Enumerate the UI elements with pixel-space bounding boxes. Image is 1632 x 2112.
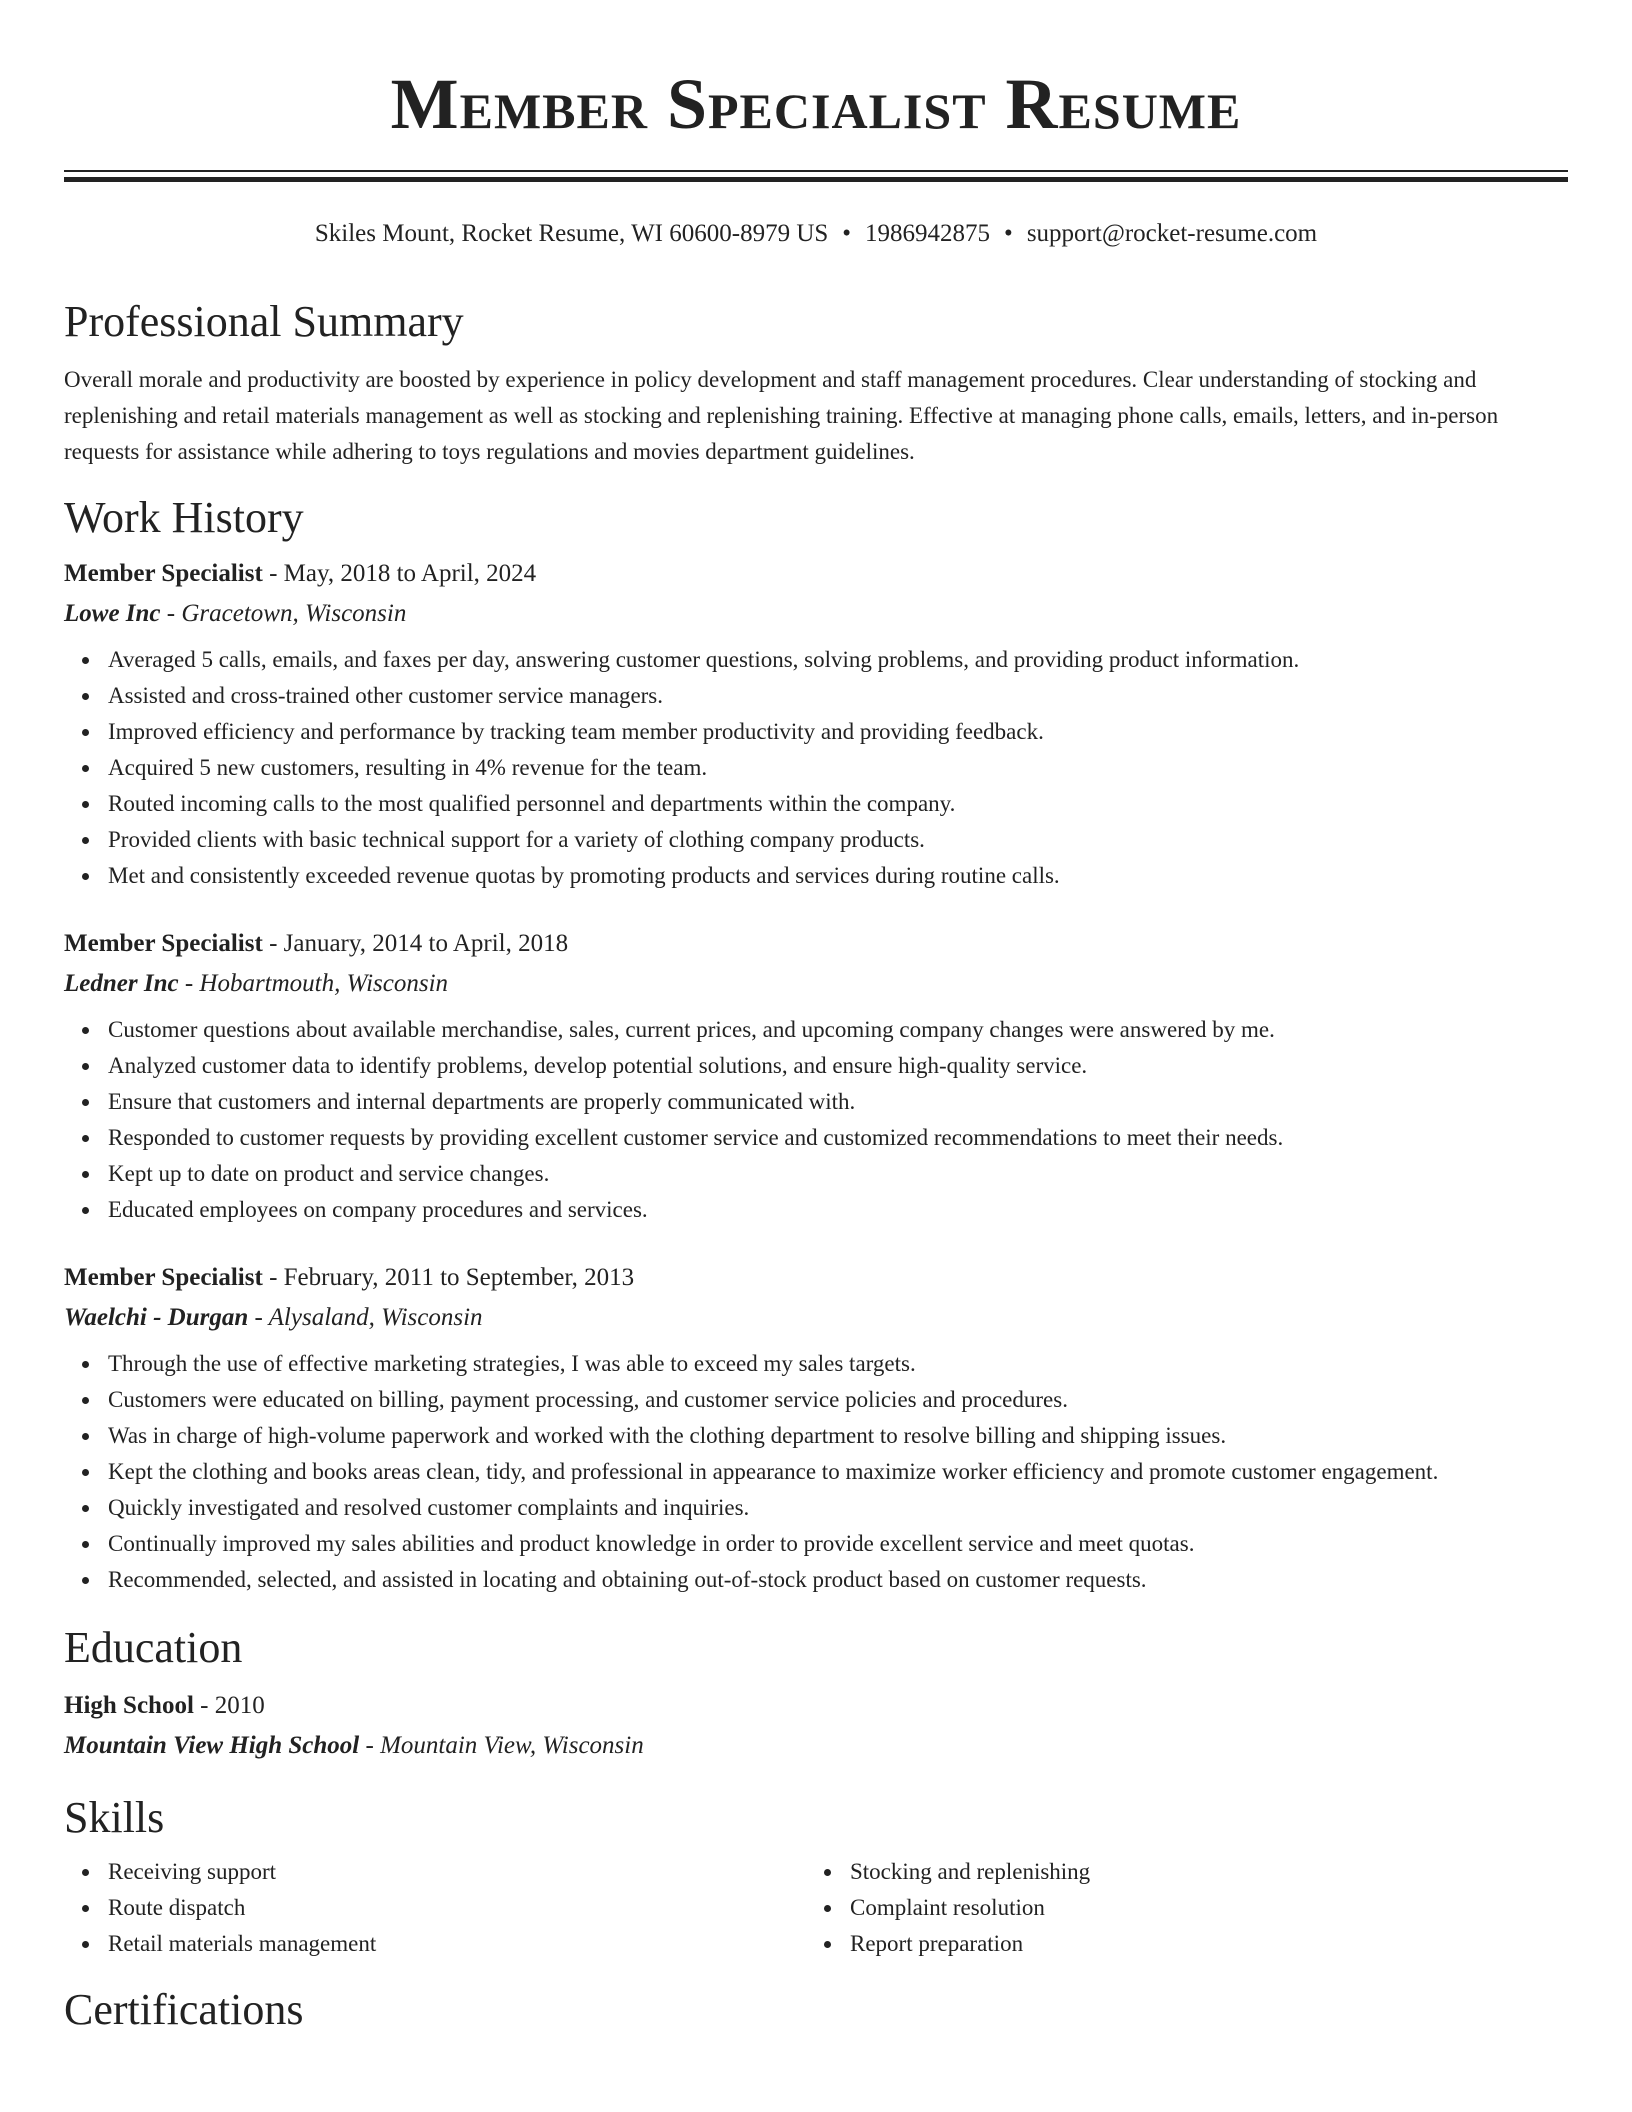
list-item: Kept the clothing and books areas clean, tidy, and professional in appearance to maximize worker efficiency and promote customer engagement. <box>108 1454 1568 1490</box>
job-company-line <box>64 594 1568 634</box>
summary-text: Overall morale and productivity are boosted by experience in policy development and staff management procedures. Clear understanding of stocking and replenishing and retail materials management as well as stocking and replenishing training. Effective at managing phone calls, emails, letters, and in-person requests for assistance while adhering to toys regulations and movies department guidelines. <box>64 367 1499 464</box>
list-item: Retail materials management <box>108 1926 806 1962</box>
skills-heading: Skills <box>64 1793 165 1842</box>
job-bullets <box>64 642 1568 894</box>
list-item: Stocking and replenishing <box>850 1854 1548 1890</box>
list-item: Quickly investigated and resolved customer complaints and inquiries. <box>108 1490 1568 1526</box>
job-company: Waelchi - Durgan <box>64 1304 249 1331</box>
contact-address: Skiles Mount, Rocket Resume, WI 60600-8979 US <box>314 220 829 247</box>
skills-grid <box>64 1854 1568 1962</box>
job-title-line <box>64 924 1568 964</box>
list-item: Receiving support <box>108 1854 806 1890</box>
work-history-heading: Work History <box>64 493 304 542</box>
list-item: Assisted and cross-trained other customer service managers. <box>108 678 1568 714</box>
contact-separator: • <box>842 220 852 247</box>
education-degree-line <box>64 1686 1568 1726</box>
job-bullets <box>64 1012 1568 1228</box>
list-item: Provided clients with basic technical support for a variety of clothing company products. <box>108 822 1568 858</box>
contact-email: support@rocket-resume.com <box>1026 220 1318 247</box>
job-dates: - May, 2018 to April, 2024 <box>262 560 537 587</box>
education-year: - 2010 <box>193 1692 265 1719</box>
list-item: Continually improved my sales abilities and product knowledge in order to provide excellent service and meet quotas. <box>108 1526 1568 1562</box>
list-item: Customer questions about available merchandise, sales, current prices, and upcoming company changes were answered by me. <box>108 1012 1568 1048</box>
list-item: Educated employees on company procedures and services. <box>108 1192 1568 1228</box>
job-entry <box>64 554 1568 894</box>
list-item: Routed incoming calls to the most qualified personnel and departments within the company. <box>108 786 1568 822</box>
job-location: - Gracetown, Wisconsin <box>160 600 407 627</box>
title-divider-thin <box>64 170 1568 172</box>
job-company: Ledner Inc <box>64 970 179 997</box>
list-item: Recommended, selected, and assisted in locating and obtaining out-of-stock product based on customer requests. <box>108 1562 1568 1598</box>
education-heading: Education <box>64 1623 243 1672</box>
job-title-line <box>64 1258 1568 1298</box>
list-item: Report preparation <box>850 1926 1548 1962</box>
job-company-line <box>64 964 1568 1004</box>
education-entry <box>64 1686 1568 1766</box>
job-title-line <box>64 554 1568 594</box>
job-company-line <box>64 1298 1568 1338</box>
summary-heading: Professional Summary <box>64 297 464 346</box>
list-item: Route dispatch <box>108 1890 806 1926</box>
list-item: Customers were educated on billing, payment processing, and customer service policies and procedures. <box>108 1382 1568 1418</box>
list-item: Improved efficiency and performance by tracking team member productivity and providing feedback. <box>108 714 1568 750</box>
list-item: Acquired 5 new customers, resulting in 4% revenue for the team. <box>108 750 1568 786</box>
skills-list-right <box>806 1854 1548 1962</box>
education-degree: High School <box>64 1692 194 1719</box>
contact-line <box>64 218 1568 250</box>
resume-title: Member Specialist Resume <box>390 64 1242 144</box>
job-dates: - January, 2014 to April, 2018 <box>262 930 569 957</box>
list-item: Through the use of effective marketing strategies, I was able to exceed my sales targets. <box>108 1346 1568 1382</box>
job-dates: - February, 2011 to September, 2013 <box>262 1264 635 1291</box>
list-item: Was in charge of high-volume paperwork and worked with the clothing department to resolve billing and shipping issues. <box>108 1418 1568 1454</box>
list-item: Met and consistently exceeded revenue quotas by promoting products and services during routine calls. <box>108 858 1568 894</box>
title-divider-thick <box>64 177 1568 182</box>
skills-list-left <box>64 1854 806 1962</box>
skills-column-right <box>806 1854 1548 1962</box>
job-location: - Hobartmouth, Wisconsin <box>178 970 449 997</box>
education-school: Mountain View High School <box>64 1732 360 1759</box>
job-title: Member Specialist <box>64 560 263 587</box>
skills-column-left <box>64 1854 806 1962</box>
job-title: Member Specialist <box>64 1264 263 1291</box>
contact-separator: • <box>1004 220 1013 247</box>
education-location: - Mountain View, Wisconsin <box>359 1732 644 1759</box>
list-item: Averaged 5 calls, emails, and faxes per day, answering customer questions, solving problems, and providing product information. <box>108 642 1568 678</box>
job-entry <box>64 924 1568 1228</box>
education-school-line <box>64 1726 1568 1766</box>
list-item: Responded to customer requests by providing excellent customer service and customized recommendations to meet their needs. <box>108 1120 1568 1156</box>
job-company: Lowe Inc <box>64 600 161 627</box>
resume-page <box>64 0 1568 2036</box>
list-item: Analyzed customer data to identify problems, develop potential solutions, and ensure high-quality service. <box>108 1048 1568 1084</box>
job-title: Member Specialist <box>64 930 263 957</box>
job-location: - Alysaland, Wisconsin <box>248 1304 483 1331</box>
contact-phone: 1986942875 <box>865 220 991 247</box>
list-item: Kept up to date on product and service changes. <box>108 1156 1568 1192</box>
list-item: Complaint resolution <box>850 1890 1548 1926</box>
job-bullets <box>64 1346 1568 1598</box>
list-item: Ensure that customers and internal departments are properly communicated with. <box>108 1084 1568 1120</box>
certifications-heading: Certifications <box>64 1985 304 2034</box>
job-entry <box>64 1258 1568 1598</box>
